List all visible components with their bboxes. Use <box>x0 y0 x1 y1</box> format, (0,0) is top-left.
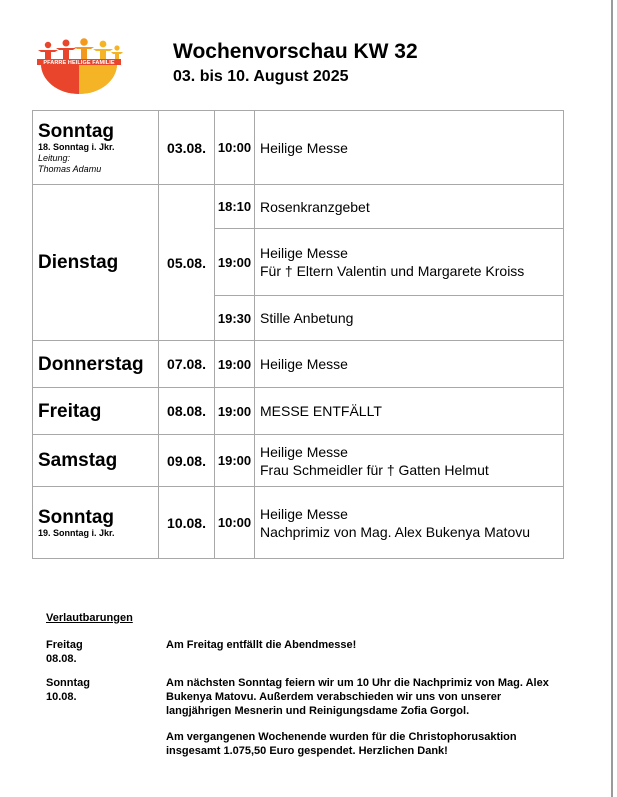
event-line: Frau Schmeidler für † Gatten Helmut <box>260 461 489 478</box>
day-cell <box>33 487 159 559</box>
date-cell: 05.08. <box>159 185 215 341</box>
announcements-heading: Verlautbarungen <box>46 612 133 624</box>
event-cell <box>255 487 564 559</box>
table-row <box>33 388 564 435</box>
day-cell <box>33 341 159 388</box>
announcement-date <box>46 676 166 758</box>
time-cell: 19:00 <box>215 388 255 435</box>
event-cell <box>255 388 564 435</box>
date-cell: 08.08. <box>159 388 215 435</box>
event-line: Heilige Messe <box>260 443 348 460</box>
day-cell <box>33 435 159 487</box>
announcement-day-date: 08.08. <box>46 653 77 665</box>
day-cell <box>33 388 159 435</box>
day-name: Sonntag <box>38 120 114 142</box>
announcement-paragraph: Am Freitag entfällt die Abendmesse! <box>166 639 357 651</box>
announcement-day-name: Freitag <box>46 639 83 651</box>
announcement-item <box>46 676 566 758</box>
date-cell: 03.08. <box>159 111 215 185</box>
day-name: Dienstag <box>38 252 119 273</box>
announcement-item <box>46 638 566 666</box>
date-cell: 10.08. <box>159 487 215 559</box>
announcement-text <box>166 676 566 758</box>
table-row <box>33 341 564 388</box>
day-name: Samstag <box>38 450 118 471</box>
event-cell <box>255 435 564 487</box>
event-line: Stille Anbetung <box>260 310 354 326</box>
day-cell <box>33 185 159 341</box>
day-name: Donnerstag <box>38 353 144 375</box>
logo-text: PFARRE HEILIGE FAMILIE <box>43 60 115 66</box>
announcement-paragraph: Am vergangenen Wochenende wurden für die Christophorusaktion insgesamt 1.075,50 Euro gespendet. Herzlichen Dank! <box>166 731 517 757</box>
liturgical-day: 18. Sonntag i. Jkr. <box>38 141 115 152</box>
time-cell: 19:30 <box>215 296 255 341</box>
event-line: Heilige Messe <box>260 139 348 156</box>
event-line: Rosenkranzgebet <box>260 198 370 215</box>
event-line: Heilige Messe <box>260 245 348 261</box>
announcement-text <box>166 638 566 666</box>
time-cell: 19:00 <box>215 229 255 296</box>
family-figures-icon <box>33 38 125 94</box>
announcement-day-date: 10.08. <box>46 691 77 703</box>
event-cell <box>255 296 564 341</box>
announcement-paragraph: Am nächsten Sonntag feiern wir um 10 Uhr die Nachprimiz von Mag. Alex Bukenya Matovu. Außerdem verabschieden wir uns von unserer langjährigen Mesnerin und Reinigungsdame Zofia Gorgol. <box>166 677 549 717</box>
event-cell <box>255 341 564 388</box>
table-row <box>33 487 564 559</box>
time-cell: 19:00 <box>215 435 255 487</box>
page-title: Wochenvorschau KW 32 <box>173 40 418 63</box>
event-cell <box>255 111 564 185</box>
day-cell <box>33 111 159 185</box>
liturgical-day: 19. Sonntag i. Jkr. <box>38 527 115 538</box>
time-cell: 10:00 <box>215 111 255 185</box>
event-cell <box>255 229 564 296</box>
date-cell: 07.08. <box>159 341 215 388</box>
day-name: Freitag <box>38 400 102 422</box>
event-line: Heilige Messe <box>260 356 348 372</box>
event-cell <box>255 185 564 229</box>
page-subtitle: 03. bis 10. August 2025 <box>173 68 349 85</box>
time-cell: 18:10 <box>215 185 255 229</box>
announcements <box>46 612 566 768</box>
table-row <box>33 435 564 487</box>
event-line: MESSE ENTFÄLLT <box>260 403 382 419</box>
parish-logo <box>33 38 125 94</box>
event-line: Nachprimiz von Mag. Alex Bukenya Matovu <box>260 523 531 540</box>
event-line: Für † Eltern Valentin und Margarete Kroiss <box>260 263 525 279</box>
leader-label: Leitung: <box>38 152 71 163</box>
announcement-day-name: Sonntag <box>46 677 90 689</box>
leader-name: Thomas Adamu <box>38 163 102 174</box>
day-name: Sonntag <box>38 506 114 528</box>
event-line: Heilige Messe <box>260 505 348 522</box>
table-row <box>33 111 564 185</box>
announcement-date <box>46 638 166 666</box>
time-cell: 10:00 <box>215 487 255 559</box>
date-cell: 09.08. <box>159 435 215 487</box>
table-row <box>33 185 564 229</box>
time-cell: 19:00 <box>215 341 255 388</box>
schedule-table <box>32 110 564 559</box>
